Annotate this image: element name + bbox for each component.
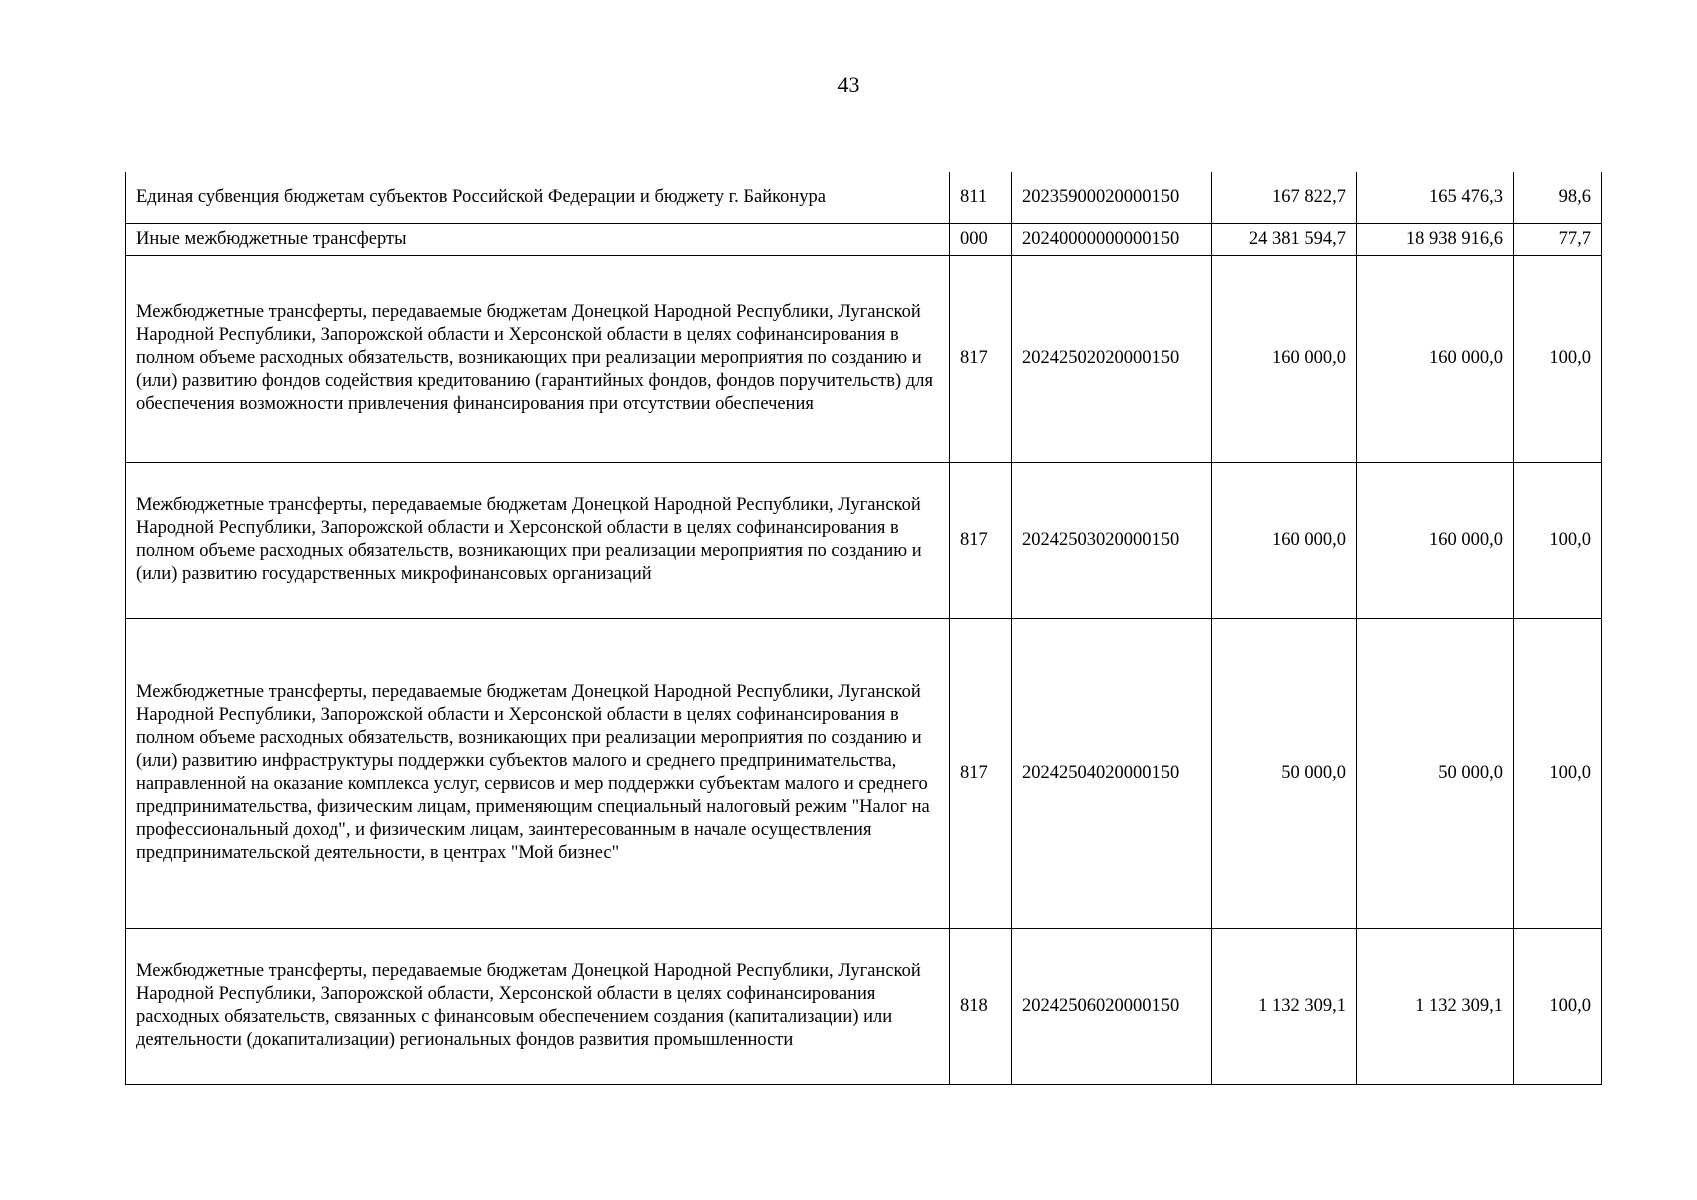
table-row xyxy=(126,223,1602,255)
row-approved-amount: 160 000,0 xyxy=(1272,348,1346,368)
row-percent-cell xyxy=(1514,223,1602,255)
row-approved-amount: 160 000,0 xyxy=(1272,529,1346,550)
row-approved-amount: 1 132 309,1 xyxy=(1258,995,1346,1016)
row-approved-amount: 167 822,7 xyxy=(1272,186,1346,207)
row-executed-amount: 18 938 916,6 xyxy=(1405,228,1503,249)
row-budget-code: 20242506020000150 xyxy=(1022,995,1180,1016)
row-admin-code: 818 xyxy=(960,995,988,1016)
row-admin-code: 817 xyxy=(960,762,988,783)
row-code-cell xyxy=(1012,618,1212,928)
budget-table xyxy=(125,172,1602,1085)
row-budget-code: 20242502020000150 xyxy=(1022,348,1180,368)
row-admin-cell xyxy=(950,172,1012,223)
row-name-cell xyxy=(126,172,950,223)
table-row xyxy=(126,172,1602,223)
row-executed-cell xyxy=(1357,462,1514,618)
row-percent-cell xyxy=(1514,618,1602,928)
table-row xyxy=(126,255,1602,462)
row-approved-cell xyxy=(1212,928,1357,1084)
row-admin-code: 817 xyxy=(960,348,988,368)
row-percent-cell xyxy=(1514,255,1602,462)
row-executed-amount: 160 000,0 xyxy=(1429,529,1503,550)
row-name-cell xyxy=(126,255,950,462)
row-percent: 98,6 xyxy=(1558,186,1591,207)
table-row xyxy=(126,618,1602,928)
row-percent: 77,7 xyxy=(1558,228,1591,249)
row-executed-cell xyxy=(1357,172,1514,223)
table-row xyxy=(126,462,1602,618)
row-name: Единая субвенция бюджетам субъектов Российской Федерации и бюджету г. Байконура xyxy=(136,186,827,207)
row-approved-cell xyxy=(1212,255,1357,462)
row-percent: 100,0 xyxy=(1549,529,1591,550)
row-name: Межбюджетные трансферты, передаваемые бюджетам Донецкой Народной Республики, Луганской Народной Республики, Запорожской области, Херсонской области в целях софинансирования расходных обязательств, связанных с финансовым обеспечением создания (капитализации) или деятельности (докапитализации) региональных фондов развития промышленности xyxy=(136,961,921,1050)
row-budget-code: 20235900020000150 xyxy=(1022,186,1180,207)
row-approved-cell xyxy=(1212,223,1357,255)
row-admin-code: 811 xyxy=(960,186,988,207)
row-percent-cell xyxy=(1514,172,1602,223)
row-name: Межбюджетные трансферты, передаваемые бюджетам Донецкой Народной Республики, Луганской Народной Республики, Запорожской области и Херсонской области в целях софинансирования в полном объеме расходных обязательств, возникающих при реализации мероприятия по созданию и (или) развитию фондов содействия кредитованию (гарантийных фондов, фондов поручительств) для обеспечения возможности привлечения финансирования при отсутствии обеспечения xyxy=(136,302,933,414)
row-percent: 100,0 xyxy=(1549,995,1591,1016)
row-approved-cell xyxy=(1212,618,1357,928)
row-code-cell xyxy=(1012,255,1212,462)
row-code-cell xyxy=(1012,928,1212,1084)
row-admin-cell xyxy=(950,255,1012,462)
row-admin-cell xyxy=(950,618,1012,928)
row-name: Иные межбюджетные трансферты xyxy=(136,228,407,249)
row-executed-cell xyxy=(1357,255,1514,462)
row-executed-amount: 50 000,0 xyxy=(1438,762,1503,783)
row-approved-amount: 24 381 594,7 xyxy=(1248,228,1346,249)
row-name: Межбюджетные трансферты, передаваемые бюджетам Донецкой Народной Республики, Луганской Народной Республики, Запорожской области и Херсонской области в целях софинансирования в полном объеме расходных обязательств, возникающих при реализации мероприятия по созданию и (или) развитию государственных микрофинансовых организаций xyxy=(136,495,922,584)
row-executed-cell xyxy=(1357,223,1514,255)
row-name-cell xyxy=(126,618,950,928)
table-row xyxy=(126,928,1602,1084)
row-budget-code: 20240000000000150 xyxy=(1022,228,1180,249)
row-percent: 100,0 xyxy=(1549,762,1591,783)
row-admin-cell xyxy=(950,928,1012,1084)
row-admin-cell xyxy=(950,223,1012,255)
row-approved-amount: 50 000,0 xyxy=(1281,762,1346,783)
row-percent: 100,0 xyxy=(1549,348,1591,368)
row-approved-cell xyxy=(1212,172,1357,223)
row-code-cell xyxy=(1012,223,1212,255)
row-executed-amount: 160 000,0 xyxy=(1429,348,1503,368)
row-admin-code: 817 xyxy=(960,529,988,550)
row-approved-cell xyxy=(1212,462,1357,618)
row-budget-code: 20242504020000150 xyxy=(1022,762,1180,783)
page-number: 43 xyxy=(837,72,860,97)
row-name-cell xyxy=(126,223,950,255)
row-name: Межбюджетные трансферты, передаваемые бюджетам Донецкой Народной Республики, Луганской Народной Республики, Запорожской области и Херсонской области в целях софинансирования в полном объеме расходных обязательств, возникающих при реализации мероприятия по созданию и (или) развитию инфраструктуры поддержки субъектов малого и среднего предпринимательства, направленной на оказание комплекса услуг, сервисов и мер поддержки субъектам малого и среднего предпринимательства, физическим лицам, применяющим специальный налоговый режим "Налог на профессиональный доход", и физическим лицам, заинтересованным в начале осуществления предпринимательской деятельности, в центрах "Мой бизнес" xyxy=(136,682,930,863)
row-executed-cell xyxy=(1357,618,1514,928)
row-admin-cell xyxy=(950,462,1012,618)
row-admin-code: 000 xyxy=(960,228,988,249)
row-name-cell xyxy=(126,462,950,618)
row-executed-amount: 165 476,3 xyxy=(1429,186,1503,207)
row-percent-cell xyxy=(1514,462,1602,618)
row-name-cell xyxy=(126,928,950,1084)
row-executed-cell xyxy=(1357,928,1514,1084)
row-budget-code: 20242503020000150 xyxy=(1022,529,1180,550)
row-percent-cell xyxy=(1514,928,1602,1084)
row-code-cell xyxy=(1012,462,1212,618)
row-code-cell xyxy=(1012,172,1212,223)
row-executed-amount: 1 132 309,1 xyxy=(1415,995,1503,1016)
